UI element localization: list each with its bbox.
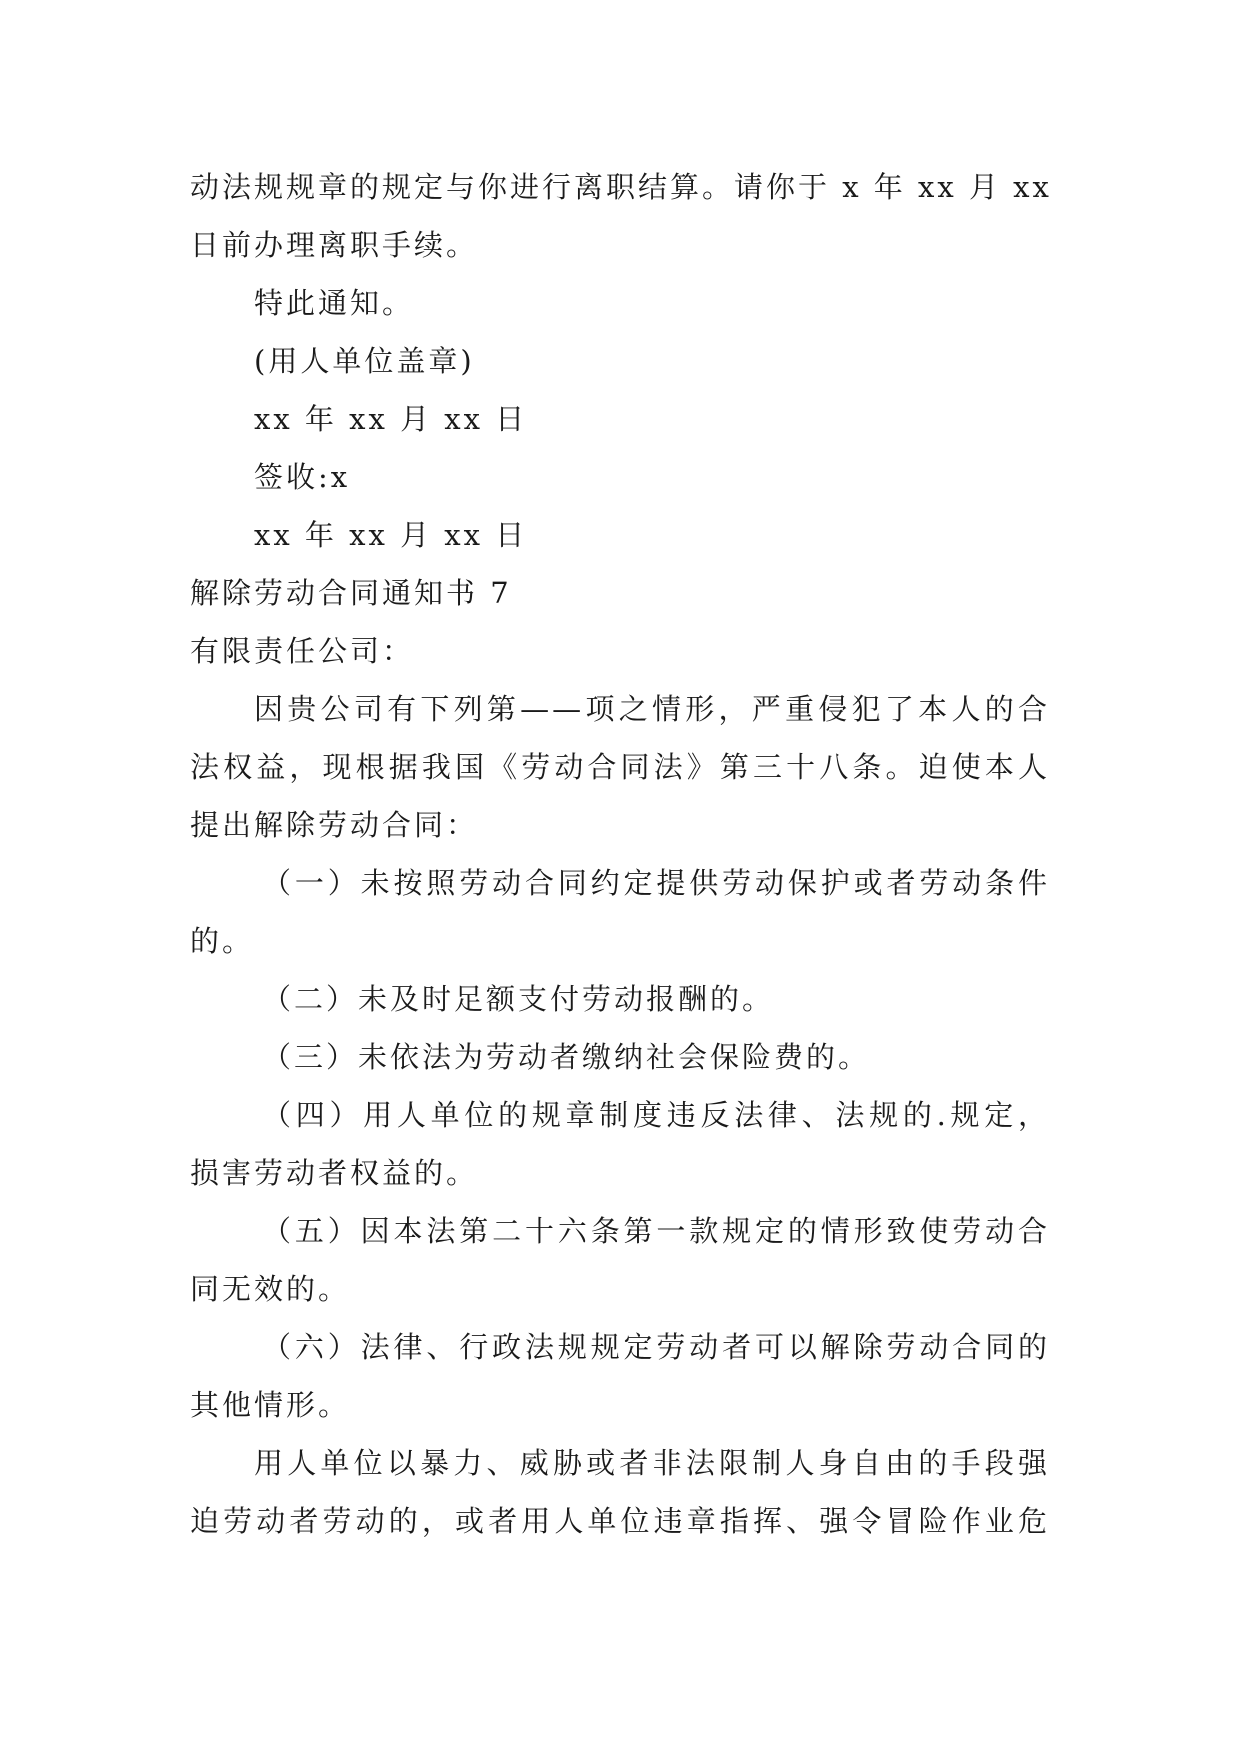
text-line: 的。: [190, 924, 255, 958]
addressee: 有限责任公司：: [190, 634, 415, 668]
text-line: 动法规规章的规定与你进行离职结算。请你于 x 年 xx 月 xx: [190, 170, 1052, 204]
text-line: 损害劳动者权益的。: [190, 1156, 479, 1190]
section-title: 解除劳动合同通知书 7: [190, 576, 512, 610]
text-line: 特此通知。: [254, 286, 415, 320]
signature-line: 签收:x: [254, 460, 351, 494]
text-line: 其他情形。: [190, 1388, 351, 1422]
date-line: xx 年 xx 月 xx 日: [254, 518, 528, 552]
seal-note: (用人单位盖章): [254, 344, 475, 378]
list-item: （四）用人单位的规章制度违反法律、法规的.规定，: [262, 1098, 1050, 1132]
list-item: （三）未依法为劳动者缴纳社会保险费的。: [262, 1040, 871, 1074]
list-item: （一）未按照劳动合同约定提供劳动保护或者劳动条件: [262, 866, 1050, 900]
text-line: 日前办理离职手续。: [190, 228, 479, 262]
text-line: 同无效的。: [190, 1272, 351, 1306]
list-item: （六）法律、行政法规规定劳动者可以解除劳动合同的: [262, 1330, 1050, 1364]
text-line: 提出解除劳动合同：: [190, 808, 479, 842]
date-line: xx 年 xx 月 xx 日: [254, 402, 528, 436]
text-line: 因贵公司有下列第——项之情形，严重侵犯了本人的合: [254, 692, 1050, 726]
text-line: 迫劳动者劳动的，或者用人单位违章指挥、强令冒险作业危: [190, 1504, 1050, 1538]
text-line: 法权益，现根据我国《劳动合同法》第三十八条。迫使本人: [190, 750, 1050, 784]
list-item: （五）因本法第二十六条第一款规定的情形致使劳动合: [262, 1214, 1050, 1248]
text-line: 用人单位以暴力、威胁或者非法限制人身自由的手段强: [254, 1446, 1050, 1480]
document-body: [190, 158, 1050, 1550]
list-item: （二）未及时足额支付劳动报酬的。: [262, 982, 775, 1016]
